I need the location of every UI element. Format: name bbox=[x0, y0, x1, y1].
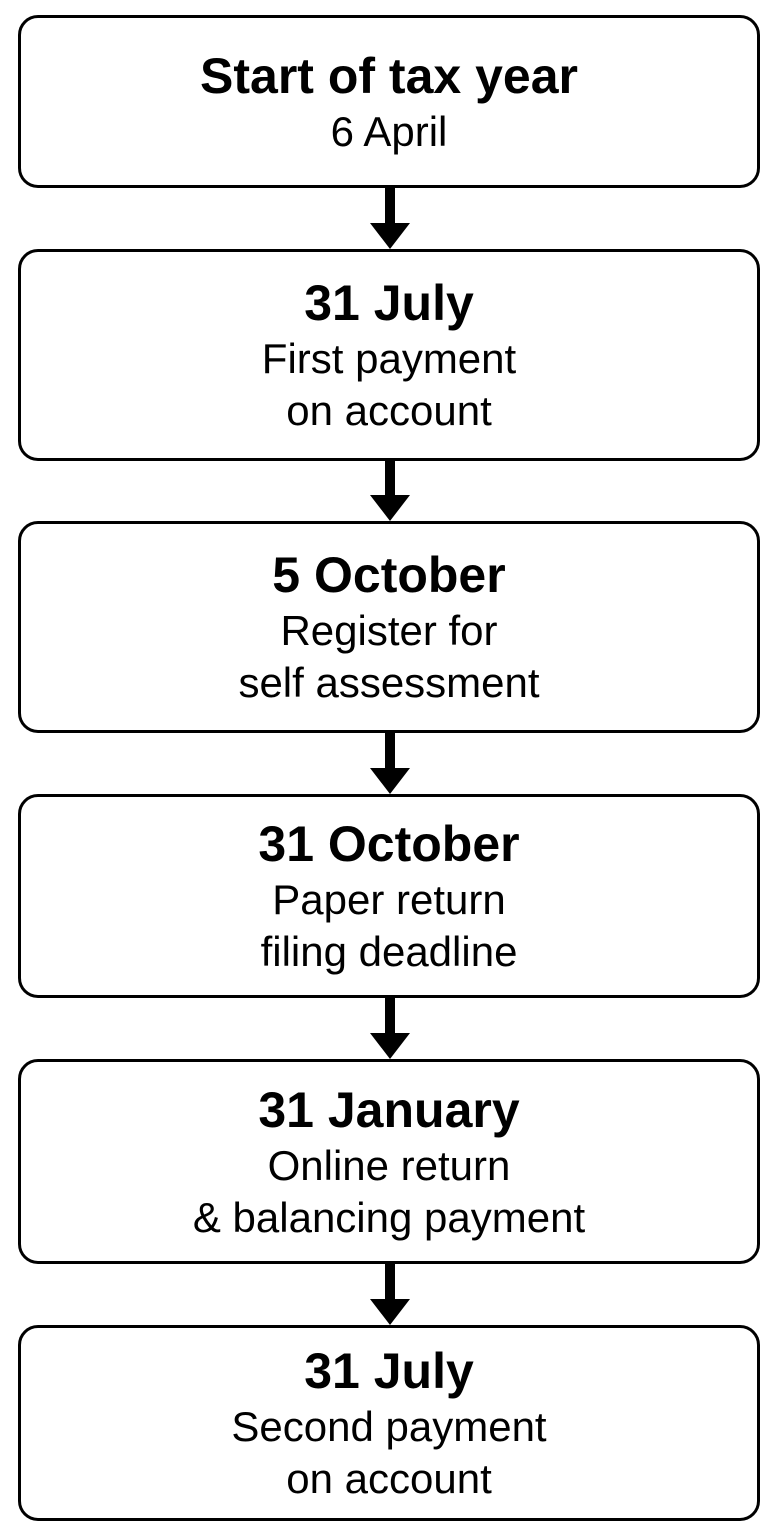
arrow-down-icon bbox=[370, 188, 410, 249]
arrow-down-icon bbox=[370, 733, 410, 794]
arrow-down-icon bbox=[370, 461, 410, 521]
step-start-of-tax-year bbox=[18, 15, 760, 188]
step-register-self-assessment bbox=[18, 521, 760, 733]
step-detail-line: 6 April bbox=[330, 107, 448, 155]
step-heading: 31 July bbox=[304, 275, 474, 331]
step-heading: 31 January bbox=[258, 1081, 520, 1138]
step-detail-line: self assessment bbox=[238, 659, 540, 706]
step-detail-line: First payment bbox=[261, 335, 517, 382]
step-detail-line: on account bbox=[286, 387, 492, 434]
step-heading: 5 October bbox=[272, 547, 506, 603]
step-paper-return-deadline bbox=[18, 794, 760, 998]
step-detail-line: Online return bbox=[267, 1141, 511, 1189]
step-detail-line: filing deadline bbox=[260, 928, 518, 975]
arrow-down-icon bbox=[370, 1264, 410, 1325]
step-detail-line: Second payment bbox=[231, 1403, 547, 1450]
step-detail-line: on account bbox=[286, 1455, 492, 1502]
step-detail-line: Paper return bbox=[272, 876, 506, 923]
step-heading: 31 October bbox=[258, 816, 520, 872]
step-first-payment-on-account bbox=[18, 249, 760, 461]
step-detail-line: & balancing payment bbox=[192, 1193, 586, 1241]
step-online-return-balancing-payment bbox=[18, 1059, 760, 1264]
step-heading: 31 July bbox=[304, 1343, 474, 1399]
step-heading: Start of tax year bbox=[200, 47, 578, 104]
arrow-down-icon bbox=[370, 998, 410, 1059]
step-detail-line: Register for bbox=[280, 607, 498, 654]
step-second-payment-on-account bbox=[18, 1325, 760, 1521]
